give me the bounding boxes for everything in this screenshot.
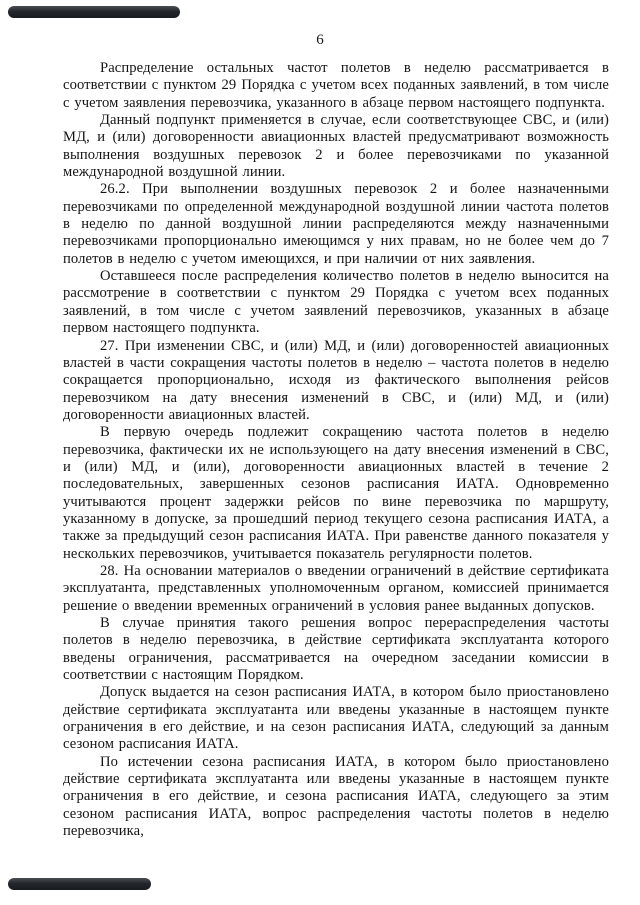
paragraph: Допуск выдается на сезон расписания ИАТА, в котором было приостановлено действие сертификата эксплуатанта или введены указанные в настоящем пункте ограничения в его действие, и на сезон расписания ИАТА, следующий за данным сезоном расписания ИАТА. — [63, 684, 609, 753]
paragraph: По истечении сезона расписания ИАТА, в котором было приостановлено действие сертификата эксплуатанта или введены указанные в настоящем пункте ограничения в его действие, и сезона расписания ИАТА, следующего за этим сезоном расписания ИАТА, вопрос распределения частоты полетов в неделю перевозчика, — [63, 753, 609, 840]
page-number: 6 — [316, 32, 324, 48]
paragraph: Распределение остальных частот полетов в неделю рассматривается в соответствии с пунктом 29 Порядка с учетом всех поданных заявлений, в том числе с учетом заявления перевозчика, указанного в абзаце первом настоящего подпункта. — [63, 60, 609, 111]
scan-artifact-bottom-bar — [8, 878, 151, 890]
paragraph: В случае принятия такого решения вопрос перераспределения частоты полетов в неделю перевозчика, в действие сертификата эксплуатанта которого введены ограничения, рассматривается на очередном заседании комиссии в соответствии с настоящим Порядком. — [63, 615, 609, 684]
scan-artifact-top-bar — [8, 6, 180, 18]
paragraph: В первую очередь подлежит сокращению частота полетов в неделю перевозчика, фактически их не использующего на дату внесения изменений в СВС, и (или) МД, и (или), договоренности авиационных властей в течение 2 последовательных, завершенных сезонов расписания ИАТА. Одновременно учитываются процент задержки рейсов по вине перевозчика по маршруту, указанному в допуске, за прошедший период текущего сезона расписания ИАТА, а также за предыдущий сезон расписания ИАТА. При равенстве данного показателя у нескольких перевозчиков, учитывается показатель регулярности полетов. — [63, 424, 609, 562]
paragraph: Оставшееся после распределения количество полетов в неделю выносится на рассмотрение в соответствии с пунктом 29 Порядка с учетом всех поданных заявлений, в том числе с учетом заявлений перевозчиков, указанных в абзаце первом настоящего подпункта. — [63, 268, 609, 337]
paragraph: 28. На основании материалов о введении ограничений в действие сертификата эксплуатанта, представленных уполномоченным органом, комиссией принимается решение о введении временных ограничений в условия ранее выданных допусков. — [63, 562, 609, 614]
paragraph: 27. При изменении СВС, и (или) МД, и (или) договоренностей авиационных властей в части сокращения частоты полетов в неделю – частота полетов в неделю сокращается пропорционально, исходя из фактического выполнения рейсов перевозчиком на дату внесения изменений в СВС, и (или) МД, и (или) договоренности авиационных властей. — [63, 337, 609, 423]
document-body — [63, 60, 609, 840]
paragraph: 26.2. При выполнении воздушных перевозок 2 и более назначенными перевозчиками по определенной международной воздушной линии частота полетов в неделю по данной воздушной линии распределяются между назначенными перевозчиками пропорционально имеющимся у них правам, но не более чем до 7 полетов в неделю с учетом имеющихся, и при наличии от них заявления. — [63, 181, 609, 267]
paragraph: Данный подпункт применяется в случае, если соответствующее СВС, и (или) МД, и (или) договоренности авиационных властей предусматривают возможность выполнения воздушных перевозок 2 и более перевозчиками по указанной международной воздушной линии. — [63, 112, 609, 181]
